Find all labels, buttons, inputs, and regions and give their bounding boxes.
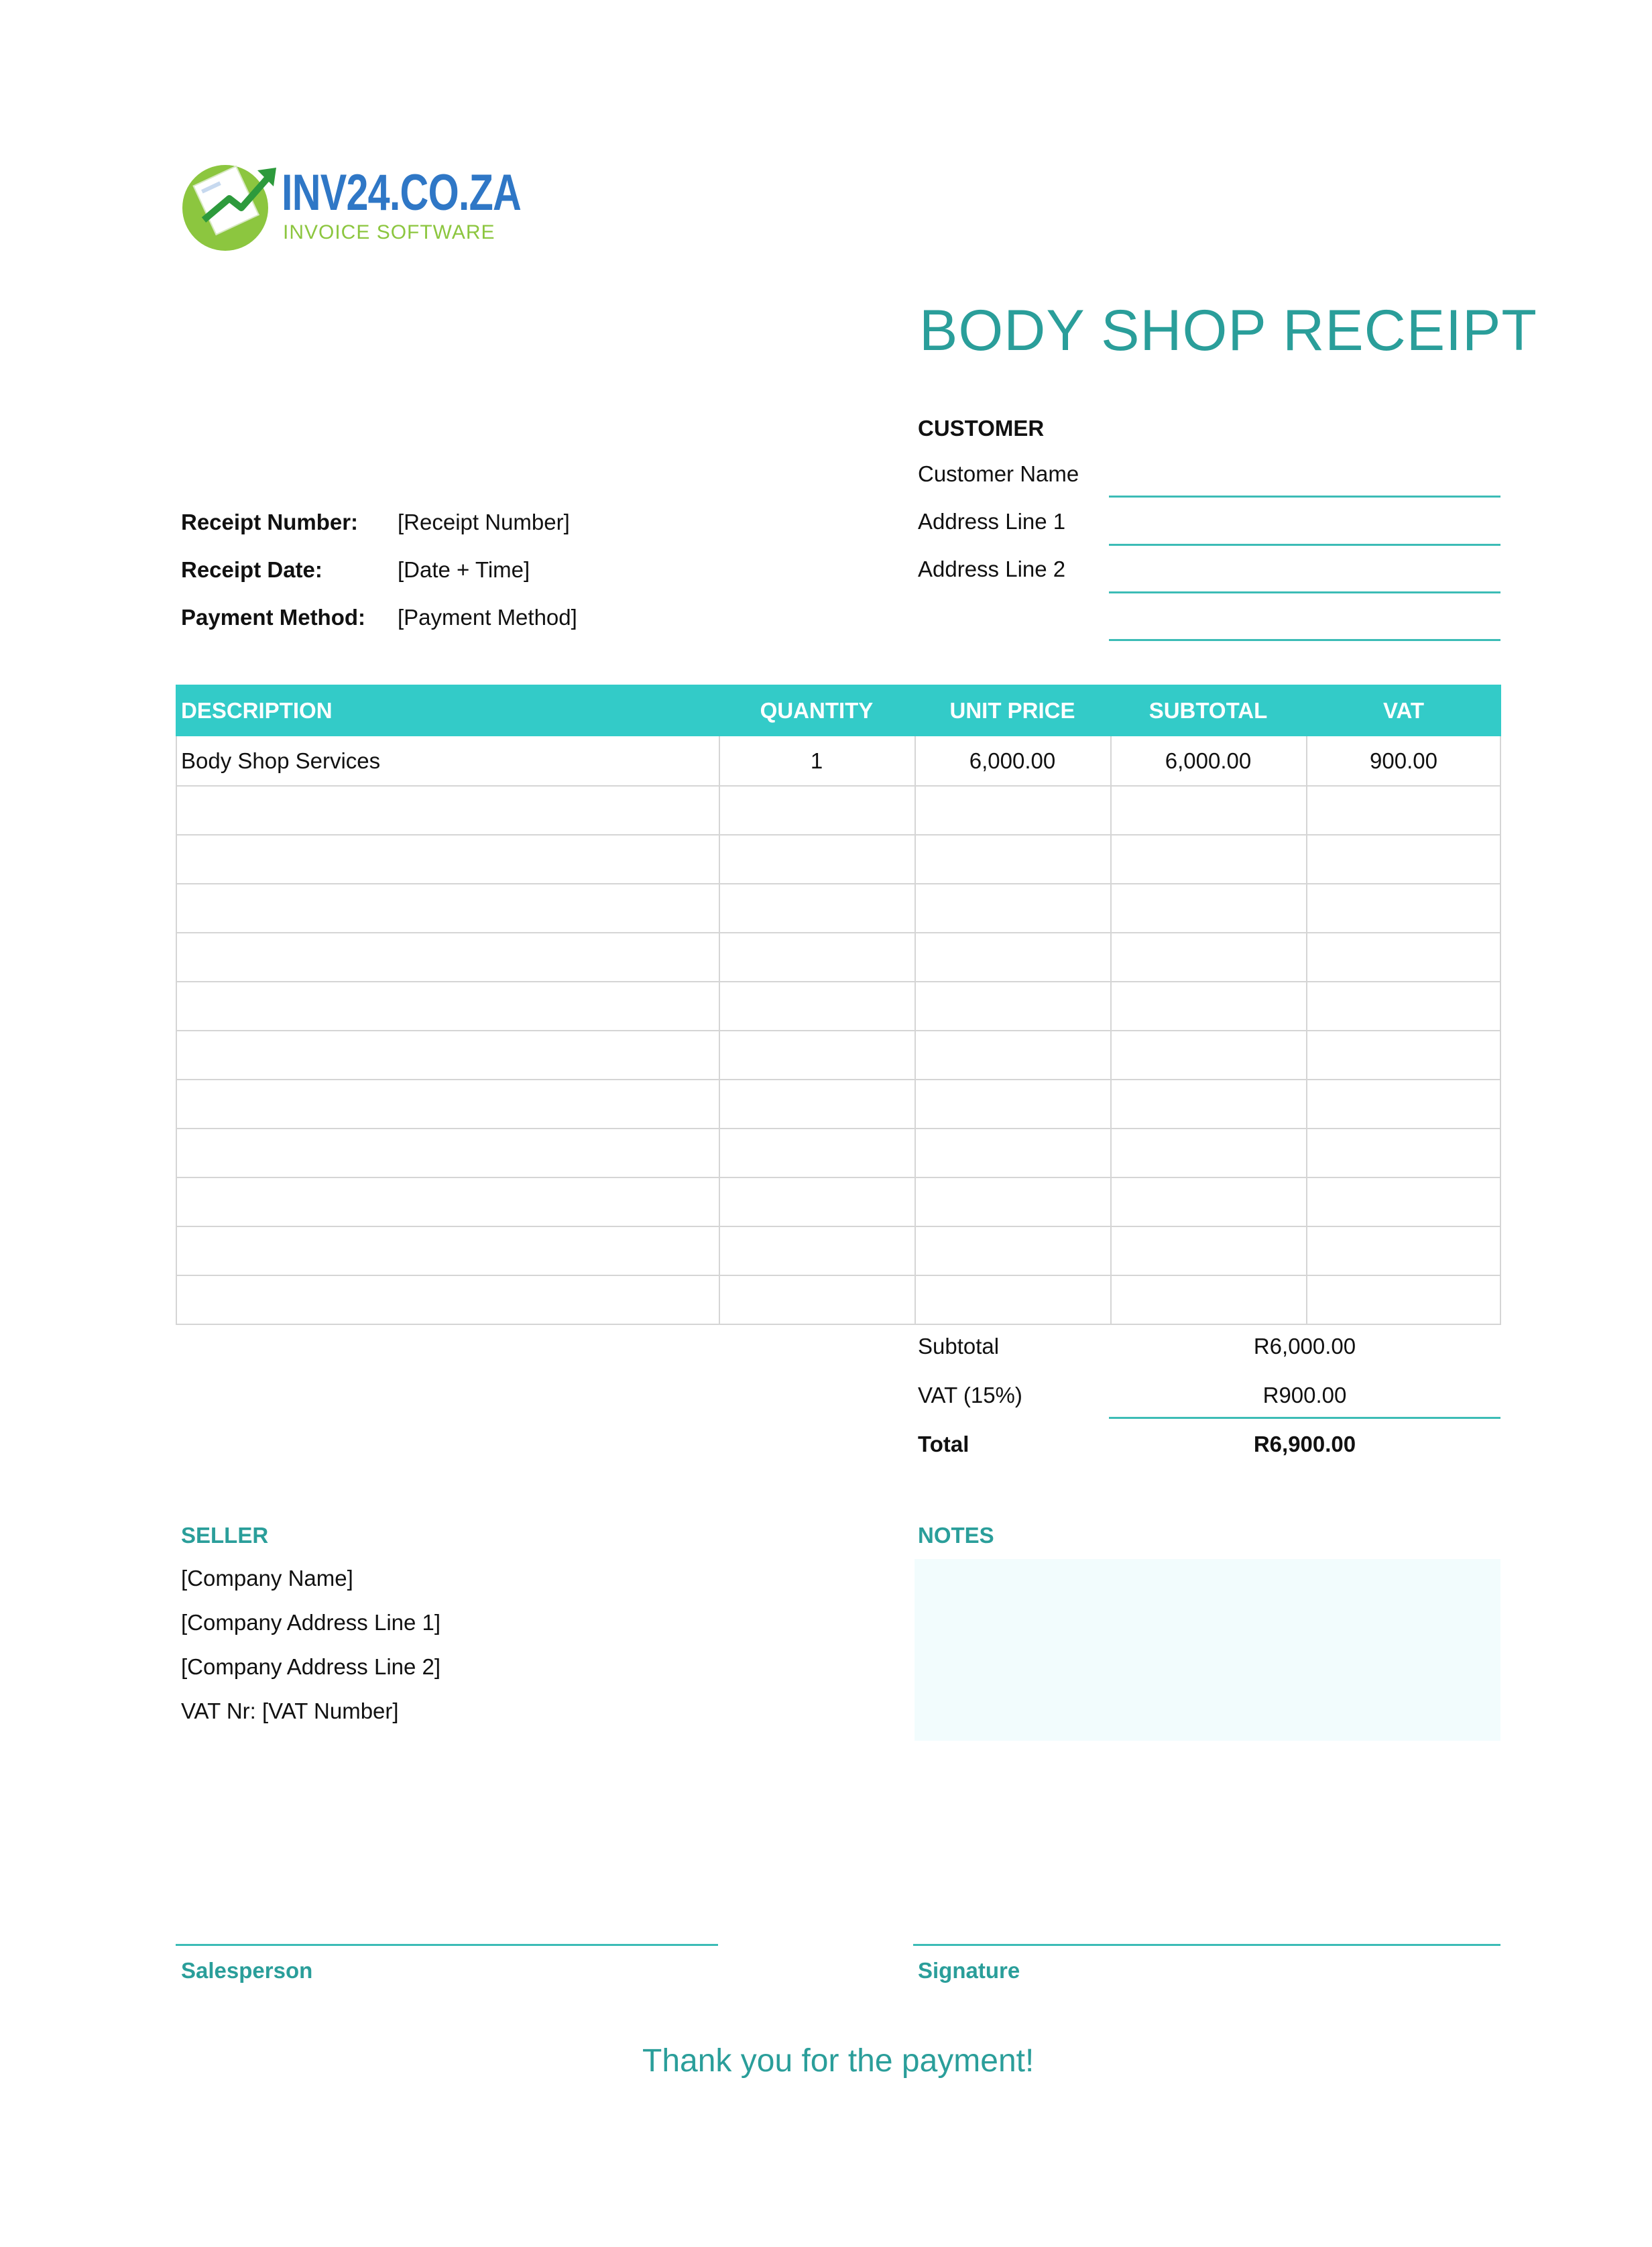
receipt-date-value[interactable]: [Date + Time]	[398, 557, 530, 582]
signature-line[interactable]	[913, 1944, 1500, 1946]
payment-method-label: Payment Method:	[181, 605, 366, 630]
row-vat[interactable]: 900.00	[1370, 748, 1437, 773]
subtotal-value: R6,000.00	[1253, 1334, 1356, 1359]
payment-method-value[interactable]: [Payment Method]	[398, 605, 577, 630]
col-subtotal-header: SUBTOTAL	[1148, 698, 1268, 723]
brand-name: INV24.CO.ZA	[282, 164, 522, 221]
row-unit-price[interactable]: 6,000.00	[969, 748, 1056, 773]
seller-vat-number[interactable]: VAT Nr: [VAT Number]	[181, 1698, 399, 1723]
vat-value: R900.00	[1262, 1383, 1347, 1407]
address-line-2-field[interactable]	[1109, 591, 1500, 593]
table-body	[176, 736, 1501, 1324]
brand-tagline: INVOICE SOFTWARE	[283, 221, 495, 243]
receipt-number-label: Receipt Number:	[181, 510, 359, 534]
total-label: Total	[918, 1432, 969, 1456]
col-description-header: DESCRIPTION	[181, 698, 333, 723]
customer-heading: CUSTOMER	[918, 416, 1045, 441]
address-line-1-label: Address Line 1	[918, 509, 1066, 534]
document-title: BODY SHOP RECEIPT	[919, 298, 1537, 363]
salesperson-label: Salesperson	[181, 1958, 313, 1983]
col-quantity-header: QUANTITY	[760, 698, 874, 723]
receipt-number-value[interactable]: [Receipt Number]	[398, 510, 570, 534]
customer-name-field[interactable]	[1109, 496, 1500, 498]
vat-label: VAT (15%)	[918, 1383, 1022, 1407]
logo-emblem-icon	[177, 153, 284, 253]
notes-heading: NOTES	[918, 1523, 994, 1548]
seller-company[interactable]: [Company Name]	[181, 1566, 353, 1591]
seller-address-1[interactable]: [Company Address Line 1]	[181, 1610, 441, 1635]
notes-field[interactable]	[914, 1559, 1500, 1741]
row-description[interactable]: Body Shop Services	[181, 748, 381, 773]
signature-label: Signature	[918, 1958, 1020, 1983]
col-vat-header: VAT	[1382, 698, 1425, 723]
thank-you-message: Thank you for the payment!	[642, 2043, 1035, 2079]
salesperson-line[interactable]	[176, 1944, 718, 1946]
customer-name-label: Customer Name	[918, 461, 1079, 486]
total-divider	[1109, 1417, 1500, 1419]
subtotal-label: Subtotal	[918, 1334, 1000, 1359]
address-line-2-label: Address Line 2	[918, 557, 1066, 581]
total-value: R6,900.00	[1253, 1432, 1356, 1456]
table-header	[176, 685, 1501, 736]
address-line-1-field[interactable]	[1109, 544, 1500, 546]
seller-address-2[interactable]: [Company Address Line 2]	[181, 1654, 441, 1679]
seller-heading: SELLER	[181, 1523, 269, 1548]
row-quantity[interactable]: 1	[810, 748, 823, 773]
col-unit-price-header: UNIT PRICE	[949, 698, 1075, 723]
address-line-3-field[interactable]	[1109, 639, 1500, 641]
receipt-date-label: Receipt Date:	[181, 557, 322, 582]
row-subtotal[interactable]: 6,000.00	[1165, 748, 1252, 773]
